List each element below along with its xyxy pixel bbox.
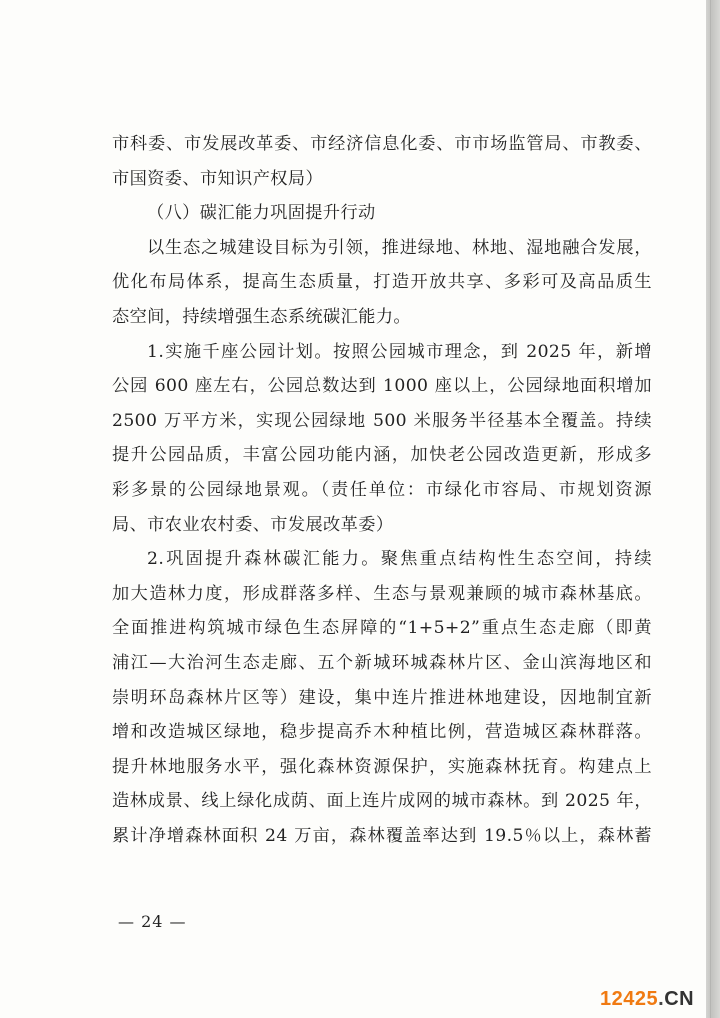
text-line: 增和改造城区绿地，稳步提高乔木种植比例，营造城区森林群落。	[112, 722, 652, 743]
text-line: 提升林地服务水平，强化森林资源保护，实施森林抚育。构建点上	[112, 756, 652, 777]
site-watermark	[600, 988, 694, 1011]
text-line: 优化布局体系，提高生态质量，打造开放共享、多彩可及高品质生	[112, 272, 652, 293]
text-line: 加大造林力度，形成群落多样、生态与景观兼顾的城市森林基底。	[112, 583, 652, 604]
text-line: 全面推进构筑城市绿色生态屏障的“1+5+2”重点生态走廊（即黄	[112, 618, 652, 639]
watermark-number: 12425	[600, 988, 659, 1010]
page-edge	[706, 0, 720, 1018]
text-line: 崇明环岛森林片区等）建设，集中连片推进林地建设，因地制宜新	[112, 687, 652, 708]
text-line: 态空间，持续增强生态系统碳汇能力。	[112, 306, 411, 327]
text-line: 彩多景的公园绿地景观。（责任单位：市绿化市容局、市规划资源	[112, 479, 652, 500]
watermark-dot: .	[658, 988, 665, 1010]
text-line: 以生态之城建设目标为引领，推进绿地、林地、湿地融合发展，	[147, 237, 652, 258]
watermark-suffix: CN	[664, 988, 695, 1010]
text-line: 1.实施千座公园计划。按照公园城市理念，到 2025 年，新增	[147, 341, 652, 362]
body-text	[112, 127, 652, 853]
text-line: 浦江—大治河生态走廊、五个新城环城森林片区、金山滨海地区和	[112, 652, 652, 673]
page-number: — 24 —	[118, 912, 187, 931]
text-line: 市国资委、市知识产权局）	[112, 168, 324, 189]
text-line: 公园 600 座左右，公园总数达到 1000 座以上，公园绿地面积增加	[112, 376, 652, 397]
text-line: 局、市农业农村委、市发展改革委）	[112, 514, 394, 535]
text-line: 市科委、市发展改革委、市经济信息化委、市市场监管局、市教委、	[112, 134, 652, 154]
text-line: 2.巩固提升森林碳汇能力。聚焦重点结构性生态空间，持续	[147, 549, 652, 570]
text-line: 2500 万平方米，实现公园绿地 500 米服务半径基本全覆盖。持续	[112, 410, 652, 431]
text-line: 提升公园品质，丰富公园功能内涵，加快老公园改造更新，形成多	[112, 445, 652, 466]
text-line: 累计净增森林面积 24 万亩，森林覆盖率达到 19.5％以上，森林蓄	[112, 825, 652, 846]
section-heading: （八）碳汇能力巩固提升行动	[147, 203, 376, 224]
text-line: 造林成景、线上绿化成荫、面上连片成网的城市森林。到 2025 年，	[112, 791, 652, 812]
